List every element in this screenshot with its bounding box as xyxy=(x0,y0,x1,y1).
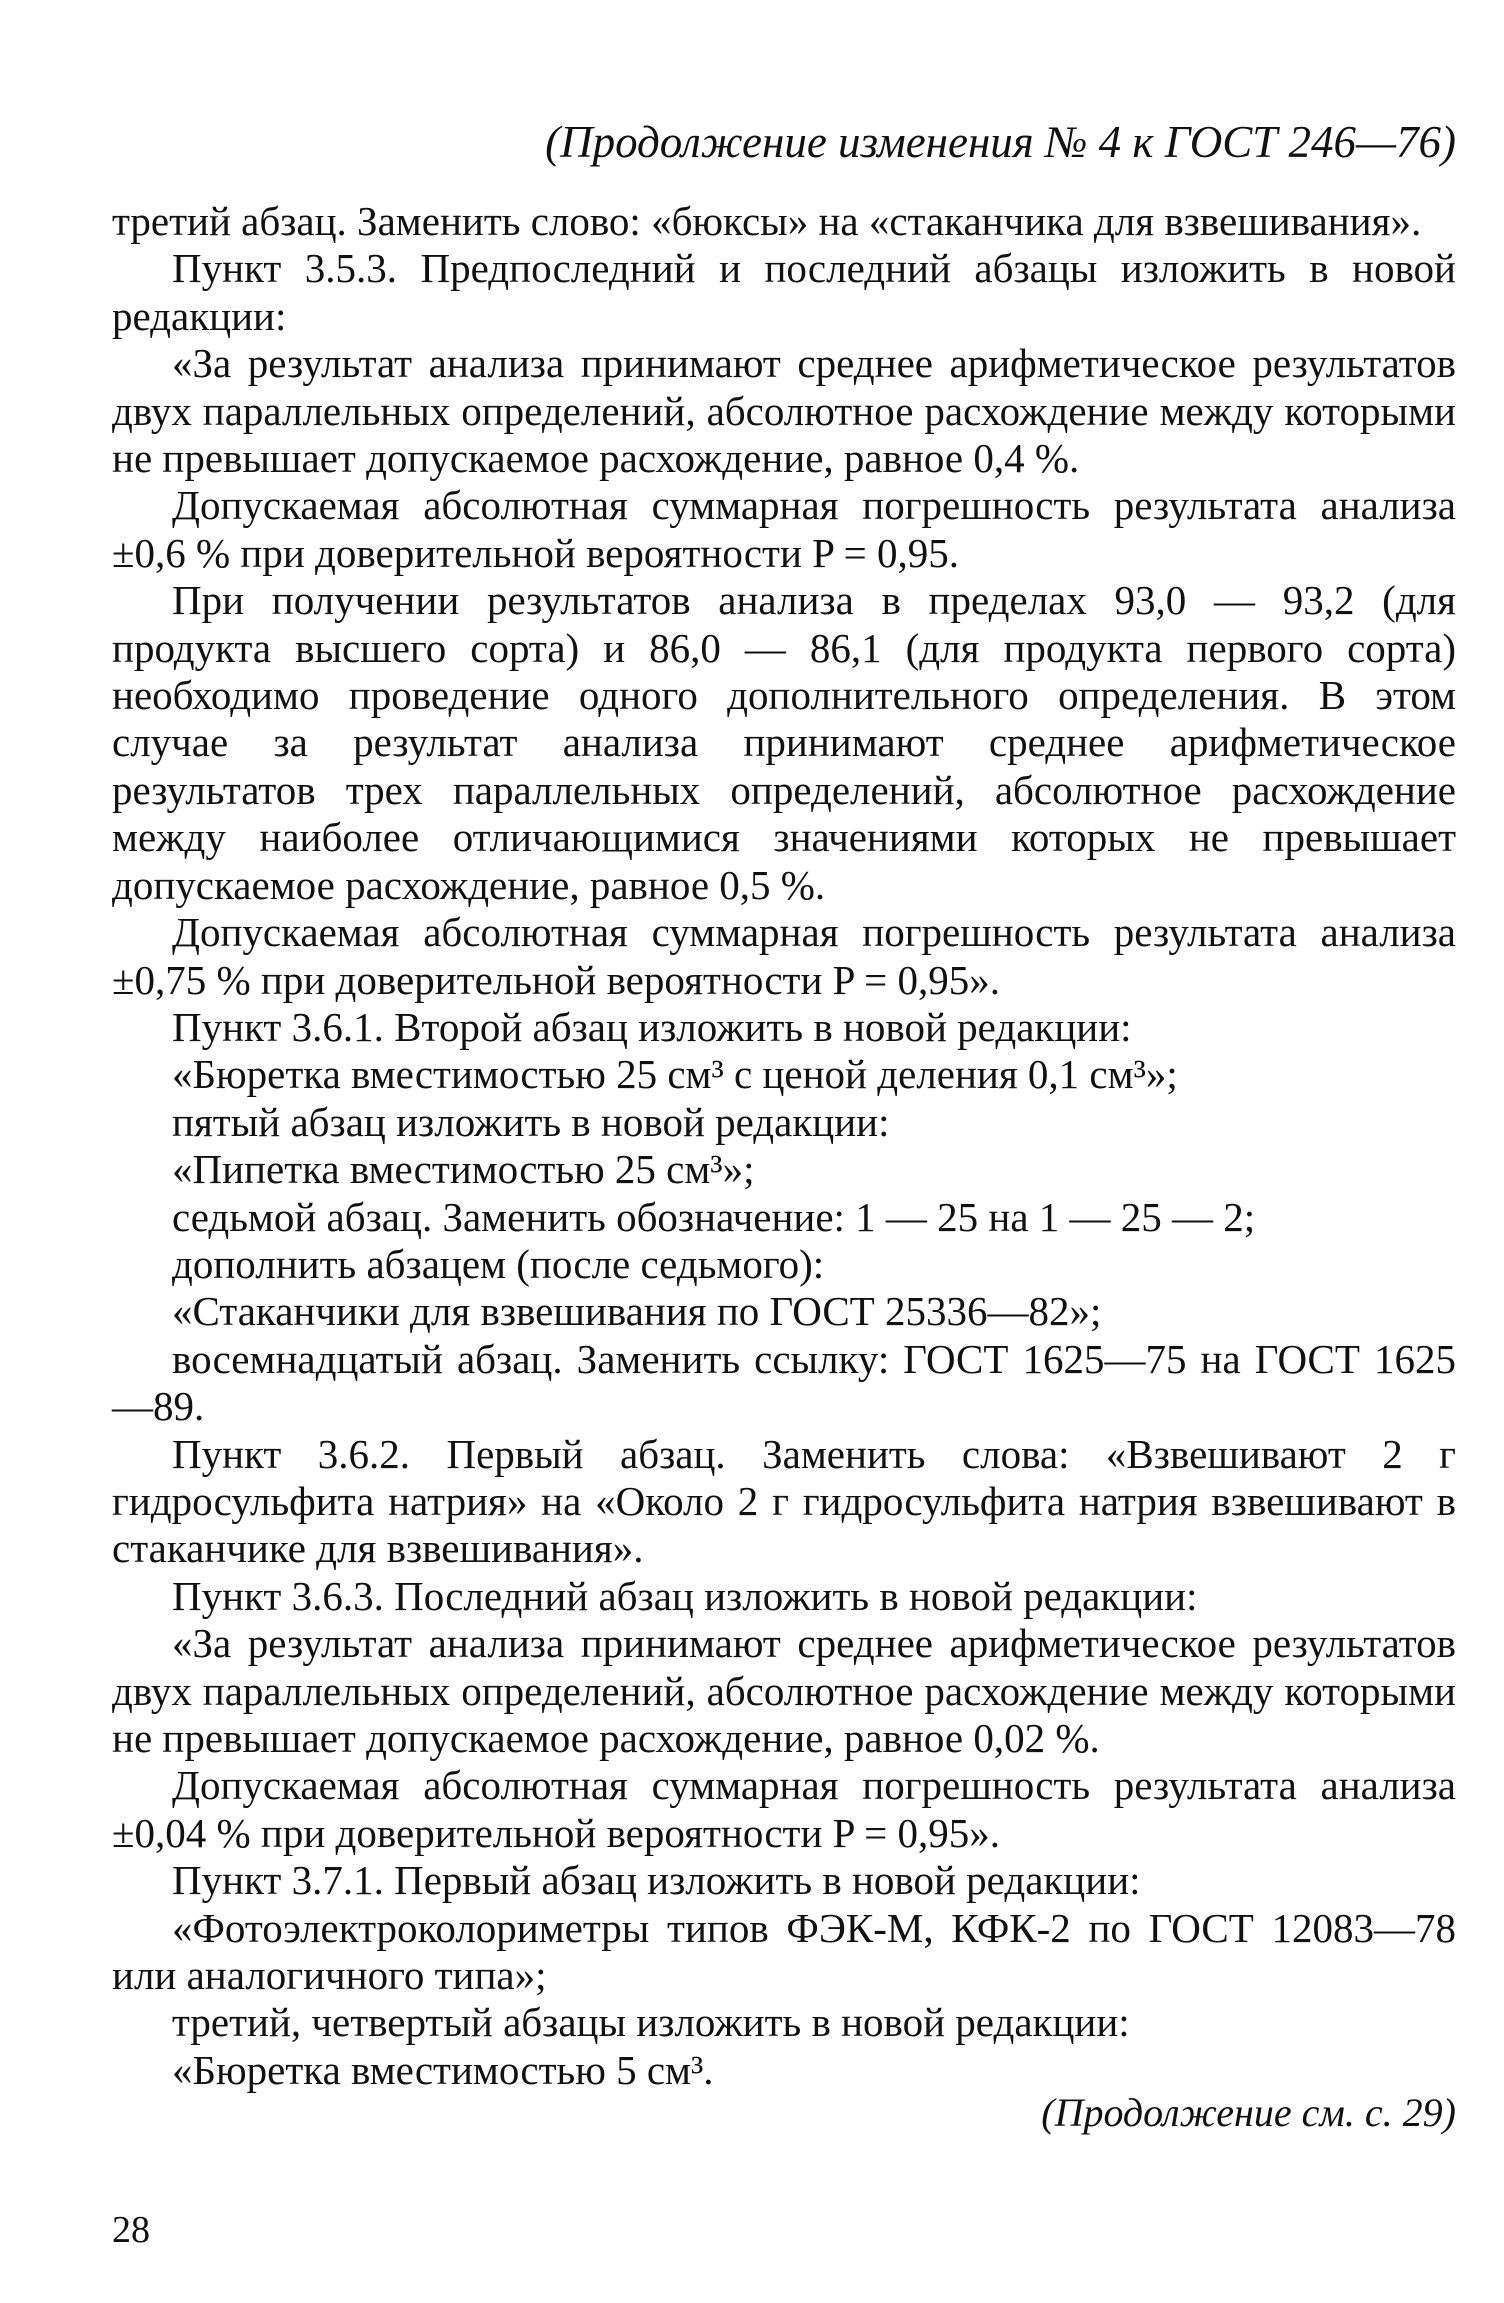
paragraph: Допускаемая абсолютная суммарная погрешность результата анализа ±0,04 % при доверительной вероятности P = 0,95». xyxy=(112,1762,1456,1856)
paragraph: При получении результатов анализа в пределах 93,0 — 93,2 (для продукта высшего сорта) и 86,0 — 86,1 (для продукта первого сорта) необходимо проведение одного дополнительного определения. В этом случае за результат анализа принимают среднее арифметическое результатов трех параллельных определений, абсолютное расхождение между наиболее отличающимися значениями которых не превышает допускаемое расхождение, равное 0,5 %. xyxy=(112,577,1456,908)
paragraph: седьмой абзац. Заменить обозначение: 1 — 25 на 1 — 25 — 2; xyxy=(172,1193,1256,1240)
continuation-footer: (Продолжение см. с. 29) xyxy=(1041,2090,1456,2135)
paragraph: «Бюретка вместимостью 25 см³ с ценой деления 0,1 см³»; xyxy=(172,1051,1178,1098)
paragraph: «За результат анализа принимают среднее арифметическое результатов двух параллельных определений, абсолютное расхождение между которыми не превышает допускаемое расхождение, равное 0,02 %. xyxy=(112,1620,1456,1761)
paragraph: Допускаемая абсолютная суммарная погрешность результата анализа ±0,75 % при доверительной вероятности P = 0,95». xyxy=(112,909,1456,1003)
document-body xyxy=(112,198,1456,2094)
paragraph: Пункт 3.6.2. Первый абзац. Заменить слова: «Взвешивают 2 г гидросульфита натрия» на «Около 2 г гидросульфита натрия взвешивают в стаканчике для взвешивания». xyxy=(112,1430,1456,1572)
paragraph: «Стаканчики для взвешивания по ГОСТ 25336—82»; xyxy=(172,1288,1102,1335)
paragraph: третий, четвертый абзацы изложить в новой редакции: xyxy=(172,1999,1130,2046)
paragraph: пятый абзац изложить в новой редакции: xyxy=(172,1098,890,1145)
paragraph: «За результат анализа принимают среднее арифметическое результатов двух параллельных определений, абсолютное расхождение между которыми не превышает допускаемое расхождение, равное 0,4 %. xyxy=(112,340,1456,482)
paragraph: Пункт 3.5.3. Предпоследний и последний абзацы изложить в новой редакции: xyxy=(112,245,1456,339)
paragraph: восемнадцатый абзац. Заменить ссылку: ГОСТ 1625—75 на ГОСТ 1625—89. xyxy=(112,1335,1456,1430)
paragraph: Пункт 3.7.1. Первый абзац изложить в новой редакции: xyxy=(172,1857,1141,1904)
paragraph: «Фотоэлектроколориметры типов ФЭК-М, КФК-2 по ГОСТ 12083—78 или аналогичного типа»; xyxy=(112,1904,1456,1999)
paragraph: «Бюретка вместимостью 5 см³. xyxy=(172,2046,714,2093)
paragraph: Пункт 3.6.3. Последний абзац изложить в новой редакции: xyxy=(172,1572,1198,1619)
page-number: 28 xyxy=(112,2209,150,2251)
continuation-header: (Продолжение изменения № 4 к ГОСТ 246—76) xyxy=(545,117,1456,167)
paragraph: Допускаемая абсолютная суммарная погрешность результата анализа ±0,6 % при доверительной вероятности P = 0,95. xyxy=(112,482,1456,576)
paragraph: дополнить абзацем (после седьмого): xyxy=(172,1240,825,1287)
paragraph: «Пипетка вместимостью 25 см³»; xyxy=(172,1146,755,1193)
paragraph: Пункт 3.6.1. Второй абзац изложить в новой редакции: xyxy=(172,1003,1132,1050)
paragraph: третий абзац. Заменить слово: «бюксы» на «стаканчика для взвешивания». xyxy=(112,198,1422,244)
